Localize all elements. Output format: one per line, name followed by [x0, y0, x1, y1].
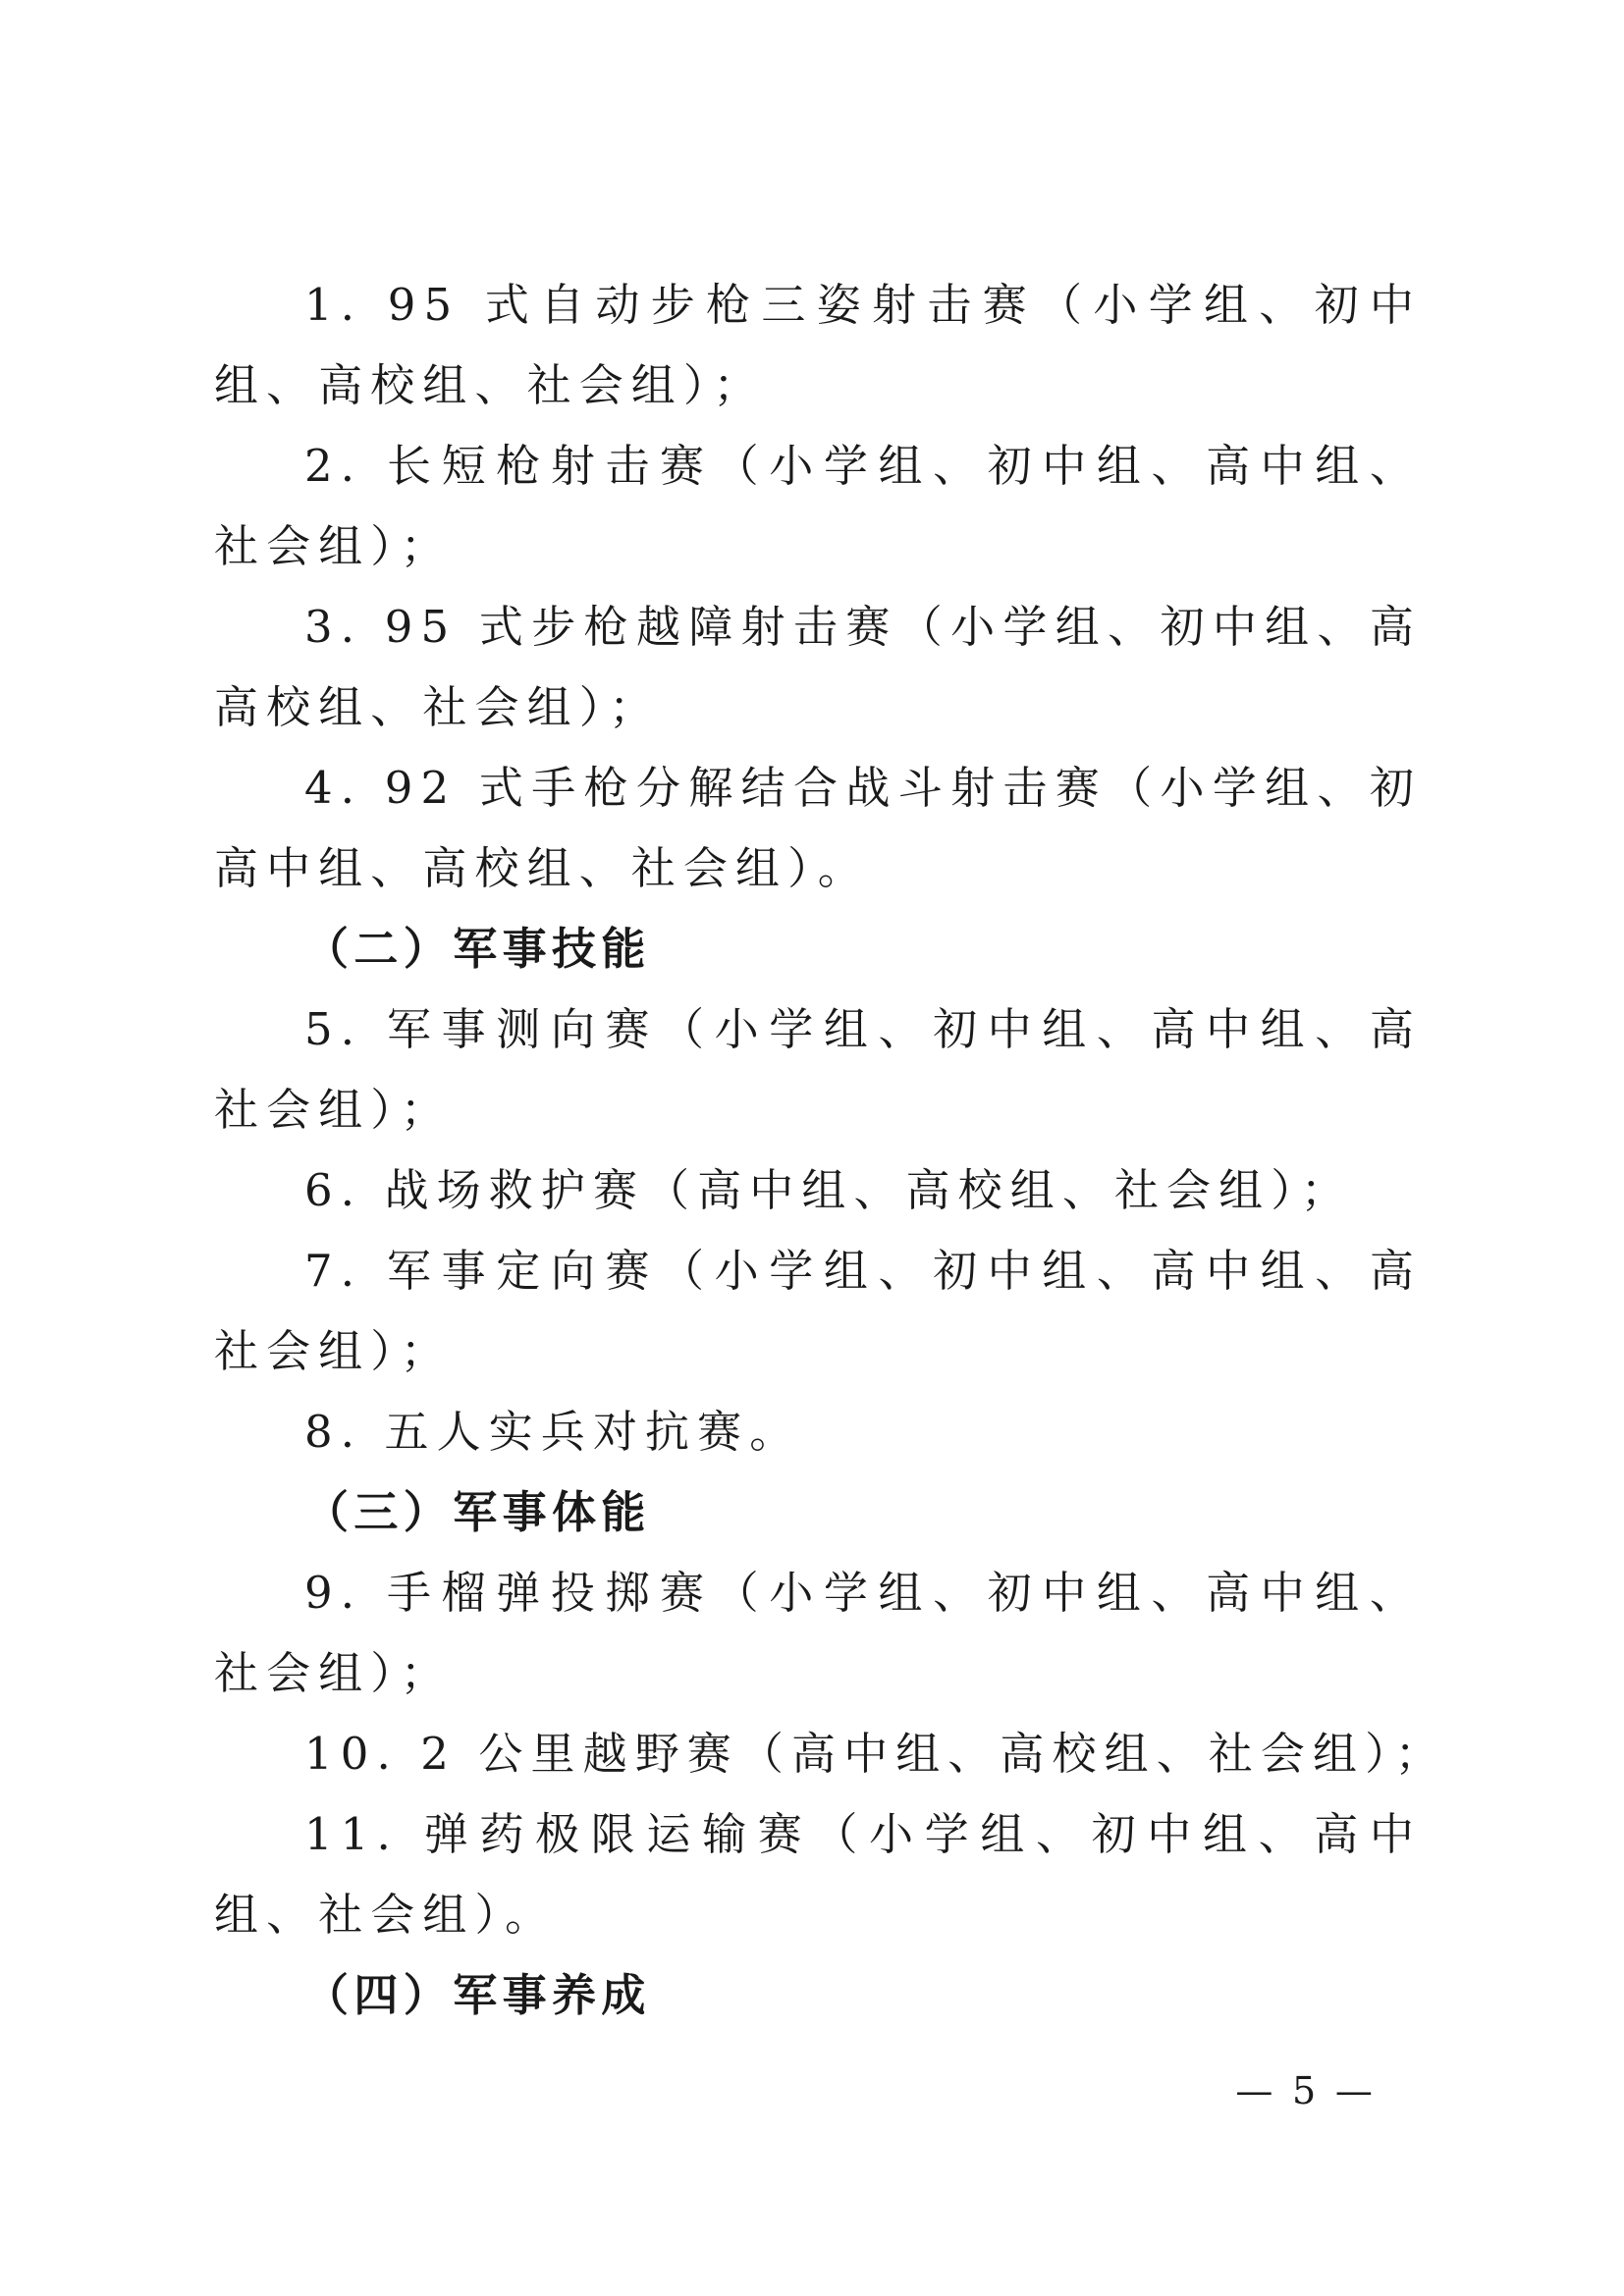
item-10-line-1: 10. 2 公里越野赛（高中组、高校组、社会组）；	[304, 1728, 1447, 1780]
item-4-line-2: 高中组、高校组、社会组）。	[214, 842, 870, 894]
item-5-line-2: 社会组）；	[214, 1084, 454, 1136]
item-3-line-1: 3. 95 式步枪越障射击赛（小学组、初中组、高	[304, 601, 1422, 653]
item-1-line-1: 1. 95 式自动步枪三姿射击赛（小学组、初中	[304, 279, 1422, 331]
item-11-line-2: 组、社会组）。	[214, 1889, 558, 1941]
item-1-line-2: 组、高校组、社会组）；	[214, 359, 766, 411]
item-4-line-1: 4. 92 式手枪分解结合战斗射击赛（小学组、初	[304, 762, 1422, 814]
document-body	[214, 265, 1447, 2036]
item-11-line-1: 11. 弹药极限运输赛（小学组、初中组、高中	[304, 1808, 1422, 1860]
item-5-line-1: 5. 军事测向赛（小学组、初中组、高中组、高	[304, 1003, 1422, 1055]
section-heading-military-skills: （二）军事技能	[304, 923, 651, 975]
item-9-line-1: 9. 手榴弹投掷赛（小学组、初中组、高中组、	[304, 1567, 1422, 1619]
section-heading-military-cultivation: （四）军事养成	[304, 1969, 651, 2021]
page-number: — 5 —	[1235, 2069, 1377, 2112]
section-heading-military-fitness: （三）军事体能	[304, 1486, 651, 1538]
item-7-line-2: 社会组）；	[214, 1325, 454, 1377]
item-9-line-2: 社会组）；	[214, 1647, 454, 1699]
item-3-line-2: 高校组、社会组）；	[214, 681, 662, 733]
item-8-line-1: 8. 五人实兵对抗赛。	[304, 1406, 802, 1458]
item-7-line-1: 7. 军事定向赛（小学组、初中组、高中组、高	[304, 1245, 1422, 1297]
item-6-line-1: 6. 战场救护赛（高中组、高校组、社会组）；	[304, 1164, 1353, 1216]
item-2-line-2: 社会组）；	[214, 520, 454, 572]
item-2-line-1: 2. 长短枪射击赛（小学组、初中组、高中组、	[304, 440, 1422, 492]
